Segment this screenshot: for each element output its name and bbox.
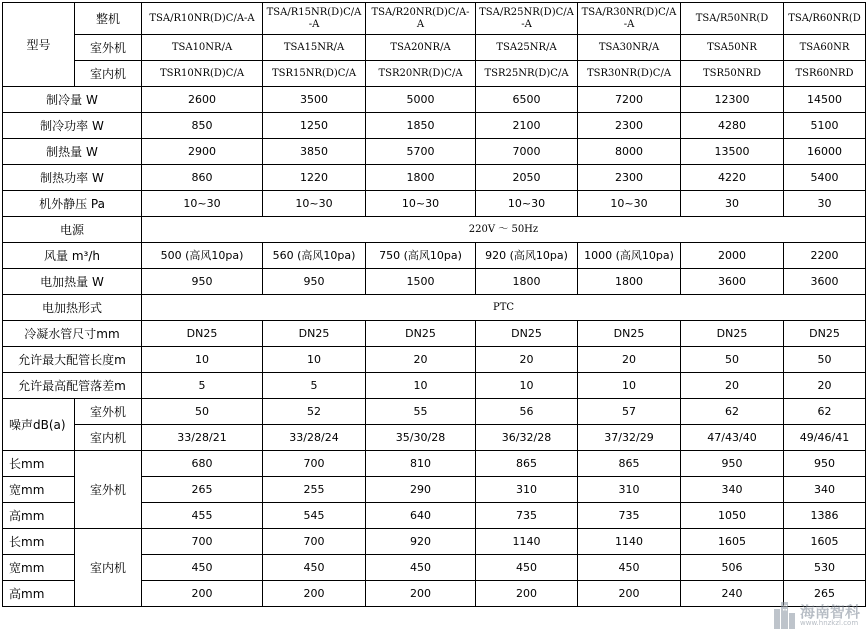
value-cell: 33/28/24 bbox=[263, 425, 366, 451]
value-cell: 30 bbox=[784, 191, 866, 217]
value-cell: 455 bbox=[142, 503, 263, 529]
value-cell: 500 (高风10pa) bbox=[142, 243, 263, 269]
row-label: 机外静压 Pa bbox=[3, 191, 142, 217]
value-cell: 1850 bbox=[366, 113, 476, 139]
row-label: 制冷量 W bbox=[3, 87, 142, 113]
spec-row-cooling-power bbox=[3, 113, 866, 139]
value-cell: 10~30 bbox=[476, 191, 578, 217]
value-cell: 200 bbox=[263, 581, 366, 607]
value-cell: 2050 bbox=[476, 165, 578, 191]
value-cell: 1050 bbox=[681, 503, 784, 529]
value-cell: 10~30 bbox=[142, 191, 263, 217]
model-cell: TSR25NR(D)C/A bbox=[476, 61, 578, 87]
spec-row-power-supply bbox=[3, 217, 866, 243]
value-cell: 55 bbox=[366, 399, 476, 425]
value-cell: 10~30 bbox=[578, 191, 681, 217]
complete-label: 整机 bbox=[75, 3, 142, 35]
dim-label: 长mm bbox=[3, 451, 75, 477]
electric-heat-type-value: PTC bbox=[142, 295, 866, 321]
value-cell: 2000 bbox=[681, 243, 784, 269]
value-cell: DN25 bbox=[681, 321, 784, 347]
row-label: 制冷功率 W bbox=[3, 113, 142, 139]
spec-row-outdoor-length bbox=[3, 451, 866, 477]
row-label: 电源 bbox=[3, 217, 142, 243]
model-cell: TSA60NR bbox=[784, 35, 866, 61]
noise-indoor-label: 室内机 bbox=[75, 425, 142, 451]
value-cell: 2300 bbox=[578, 165, 681, 191]
value-cell: 20 bbox=[366, 347, 476, 373]
value-cell: 10 bbox=[476, 373, 578, 399]
value-cell: 52 bbox=[263, 399, 366, 425]
value-cell: 750 (高风10pa) bbox=[366, 243, 476, 269]
model-cell: TSA/R15NR(D)C/A-A bbox=[263, 3, 366, 35]
value-cell: 865 bbox=[578, 451, 681, 477]
value-cell: 255 bbox=[263, 477, 366, 503]
value-cell: 1800 bbox=[476, 269, 578, 295]
value-cell: 30 bbox=[681, 191, 784, 217]
value-cell: 265 bbox=[784, 581, 866, 607]
value-cell: 1220 bbox=[263, 165, 366, 191]
value-cell: 5 bbox=[142, 373, 263, 399]
value-cell: 850 bbox=[142, 113, 263, 139]
outdoor-dims-group-label: 室外机 bbox=[75, 451, 142, 529]
value-cell: 12300 bbox=[681, 87, 784, 113]
model-cell: TSA/R20NR(D)C/A-A bbox=[366, 3, 476, 35]
value-cell: 4220 bbox=[681, 165, 784, 191]
model-cell: TSA25NR/A bbox=[476, 35, 578, 61]
value-cell: 56 bbox=[476, 399, 578, 425]
value-cell: 1605 bbox=[784, 529, 866, 555]
value-cell: 545 bbox=[263, 503, 366, 529]
value-cell: 860 bbox=[142, 165, 263, 191]
outdoor-label: 室外机 bbox=[75, 35, 142, 61]
model-cell: TSA10NR/A bbox=[142, 35, 263, 61]
spec-row-heating-capacity bbox=[3, 139, 866, 165]
value-cell: 450 bbox=[578, 555, 681, 581]
value-cell: 10~30 bbox=[366, 191, 476, 217]
value-cell: 7200 bbox=[578, 87, 681, 113]
model-cell: TSA50NR bbox=[681, 35, 784, 61]
dim-label: 长mm bbox=[3, 529, 75, 555]
model-cell: TSR50NRD bbox=[681, 61, 784, 87]
value-cell: 450 bbox=[263, 555, 366, 581]
value-cell: 950 bbox=[142, 269, 263, 295]
value-cell: 3850 bbox=[263, 139, 366, 165]
row-label: 电加热形式 bbox=[3, 295, 142, 321]
row-label: 电加热量 W bbox=[3, 269, 142, 295]
value-cell: 20 bbox=[681, 373, 784, 399]
row-label: 制热功率 W bbox=[3, 165, 142, 191]
watermark-url: www.hnzkzl.com bbox=[800, 619, 859, 627]
spec-row-electric-heat-type bbox=[3, 295, 866, 321]
spec-row-heating-power bbox=[3, 165, 866, 191]
value-cell: 35/30/28 bbox=[366, 425, 476, 451]
value-cell: 1800 bbox=[366, 165, 476, 191]
spec-row-max-height-diff bbox=[3, 373, 866, 399]
value-cell: DN25 bbox=[366, 321, 476, 347]
model-cell: TSA15NR/A bbox=[263, 35, 366, 61]
spec-row-condensate-pipe bbox=[3, 321, 866, 347]
value-cell: 680 bbox=[142, 451, 263, 477]
model-cell: TSA20NR/A bbox=[366, 35, 476, 61]
value-cell: 700 bbox=[263, 529, 366, 555]
model-cell: TSA/R50NR(D bbox=[681, 3, 784, 35]
value-cell: 340 bbox=[681, 477, 784, 503]
value-cell: 62 bbox=[784, 399, 866, 425]
value-cell: 290 bbox=[366, 477, 476, 503]
value-cell: 47/43/40 bbox=[681, 425, 784, 451]
spec-row-max-pipe-length bbox=[3, 347, 866, 373]
value-cell: 920 (高风10pa) bbox=[476, 243, 578, 269]
value-cell: 240 bbox=[681, 581, 784, 607]
value-cell: 200 bbox=[366, 581, 476, 607]
value-cell: 700 bbox=[142, 529, 263, 555]
value-cell: 2600 bbox=[142, 87, 263, 113]
value-cell: 4280 bbox=[681, 113, 784, 139]
spec-row-indoor-length bbox=[3, 529, 866, 555]
power-supply-value: 220V ～ 50Hz bbox=[142, 217, 866, 243]
value-cell: 530 bbox=[784, 555, 866, 581]
dim-label: 宽mm bbox=[3, 555, 75, 581]
value-cell: 735 bbox=[578, 503, 681, 529]
value-cell: 310 bbox=[578, 477, 681, 503]
watermark-text: 海南智科 bbox=[800, 603, 861, 621]
dim-label: 高mm bbox=[3, 503, 75, 529]
model-cell: TSA/R60NR(D bbox=[784, 3, 866, 35]
value-cell: 200 bbox=[578, 581, 681, 607]
value-cell: 10 bbox=[263, 347, 366, 373]
spec-row-cooling-capacity bbox=[3, 87, 866, 113]
value-cell: 920 bbox=[366, 529, 476, 555]
row-label: 制热量 W bbox=[3, 139, 142, 165]
value-cell: 1605 bbox=[681, 529, 784, 555]
value-cell: 450 bbox=[142, 555, 263, 581]
value-cell: 2200 bbox=[784, 243, 866, 269]
value-cell: 10~30 bbox=[263, 191, 366, 217]
value-cell: 10 bbox=[366, 373, 476, 399]
value-cell: 13500 bbox=[681, 139, 784, 165]
value-cell: 810 bbox=[366, 451, 476, 477]
value-cell: 1000 (高风10pa) bbox=[578, 243, 681, 269]
spec-row-noise-indoor bbox=[3, 425, 866, 451]
model-cell: TSA/R10NR(D)C/A-A bbox=[142, 3, 263, 35]
value-cell: 2900 bbox=[142, 139, 263, 165]
value-cell: 16000 bbox=[784, 139, 866, 165]
value-cell: 950 bbox=[681, 451, 784, 477]
model-row-outdoor bbox=[3, 35, 866, 61]
noise-label: 噪声dB(a) bbox=[3, 399, 75, 451]
value-cell: 340 bbox=[784, 477, 866, 503]
value-cell: 640 bbox=[366, 503, 476, 529]
model-cell: TSA/R25NR(D)C/A-A bbox=[476, 3, 578, 35]
value-cell: 36/32/28 bbox=[476, 425, 578, 451]
model-cell: TSR15NR(D)C/A bbox=[263, 61, 366, 87]
value-cell: 310 bbox=[476, 477, 578, 503]
model-label: 型号 bbox=[3, 3, 75, 87]
row-label: 允许最大配管长度m bbox=[3, 347, 142, 373]
value-cell: 10 bbox=[578, 373, 681, 399]
value-cell: 5000 bbox=[366, 87, 476, 113]
value-cell: 37/32/29 bbox=[578, 425, 681, 451]
value-cell: 20 bbox=[476, 347, 578, 373]
value-cell: 865 bbox=[476, 451, 578, 477]
value-cell: DN25 bbox=[263, 321, 366, 347]
row-label: 允许最高配管落差m bbox=[3, 373, 142, 399]
value-cell: 1800 bbox=[578, 269, 681, 295]
value-cell: 7000 bbox=[476, 139, 578, 165]
value-cell: 6500 bbox=[476, 87, 578, 113]
value-cell: 50 bbox=[142, 399, 263, 425]
model-row-indoor bbox=[3, 61, 866, 87]
dim-label: 高mm bbox=[3, 581, 75, 607]
spec-row-noise-outdoor bbox=[3, 399, 866, 425]
row-label: 风量 m³/h bbox=[3, 243, 142, 269]
value-cell: 560 (高风10pa) bbox=[263, 243, 366, 269]
value-cell: 3500 bbox=[263, 87, 366, 113]
model-cell: TSR60NRD bbox=[784, 61, 866, 87]
noise-outdoor-label: 室外机 bbox=[75, 399, 142, 425]
value-cell: DN25 bbox=[142, 321, 263, 347]
value-cell: 62 bbox=[681, 399, 784, 425]
value-cell: 450 bbox=[476, 555, 578, 581]
value-cell: 735 bbox=[476, 503, 578, 529]
value-cell: 700 bbox=[263, 451, 366, 477]
value-cell: 3600 bbox=[784, 269, 866, 295]
value-cell: 20 bbox=[578, 347, 681, 373]
model-cell: TSR30NR(D)C/A bbox=[578, 61, 681, 87]
spec-row-airflow bbox=[3, 243, 866, 269]
value-cell: 2300 bbox=[578, 113, 681, 139]
value-cell: 200 bbox=[476, 581, 578, 607]
model-row-complete bbox=[3, 3, 866, 35]
value-cell: 1140 bbox=[476, 529, 578, 555]
value-cell: 200 bbox=[142, 581, 263, 607]
value-cell: DN25 bbox=[578, 321, 681, 347]
dim-label: 宽mm bbox=[3, 477, 75, 503]
value-cell: 3600 bbox=[681, 269, 784, 295]
value-cell: 950 bbox=[263, 269, 366, 295]
model-cell: TSA/R30NR(D)C/A-A bbox=[578, 3, 681, 35]
value-cell: 5400 bbox=[784, 165, 866, 191]
value-cell: 10 bbox=[142, 347, 263, 373]
value-cell: 50 bbox=[681, 347, 784, 373]
value-cell: 450 bbox=[366, 555, 476, 581]
value-cell: 33/28/21 bbox=[142, 425, 263, 451]
indoor-dims-group-label: 室内机 bbox=[75, 529, 142, 607]
value-cell: 1386 bbox=[784, 503, 866, 529]
spec-table bbox=[2, 2, 866, 607]
value-cell: DN25 bbox=[784, 321, 866, 347]
value-cell: 506 bbox=[681, 555, 784, 581]
value-cell: 50 bbox=[784, 347, 866, 373]
value-cell: 2100 bbox=[476, 113, 578, 139]
indoor-label: 室内机 bbox=[75, 61, 142, 87]
value-cell: 5 bbox=[263, 373, 366, 399]
value-cell: 265 bbox=[142, 477, 263, 503]
value-cell: 1500 bbox=[366, 269, 476, 295]
value-cell: 8000 bbox=[578, 139, 681, 165]
value-cell: 950 bbox=[784, 451, 866, 477]
value-cell: 5100 bbox=[784, 113, 866, 139]
model-cell: TSR10NR(D)C/A bbox=[142, 61, 263, 87]
value-cell: 1140 bbox=[578, 529, 681, 555]
value-cell: 20 bbox=[784, 373, 866, 399]
spec-row-electric-heat bbox=[3, 269, 866, 295]
value-cell: 14500 bbox=[784, 87, 866, 113]
value-cell: 1250 bbox=[263, 113, 366, 139]
value-cell: 5700 bbox=[366, 139, 476, 165]
value-cell: DN25 bbox=[476, 321, 578, 347]
value-cell: 57 bbox=[578, 399, 681, 425]
model-cell: TSA30NR/A bbox=[578, 35, 681, 61]
spec-row-static-pressure bbox=[3, 191, 866, 217]
value-cell: 49/46/41 bbox=[784, 425, 866, 451]
row-label: 冷凝水管尺寸mm bbox=[3, 321, 142, 347]
model-cell: TSR20NR(D)C/A bbox=[366, 61, 476, 87]
